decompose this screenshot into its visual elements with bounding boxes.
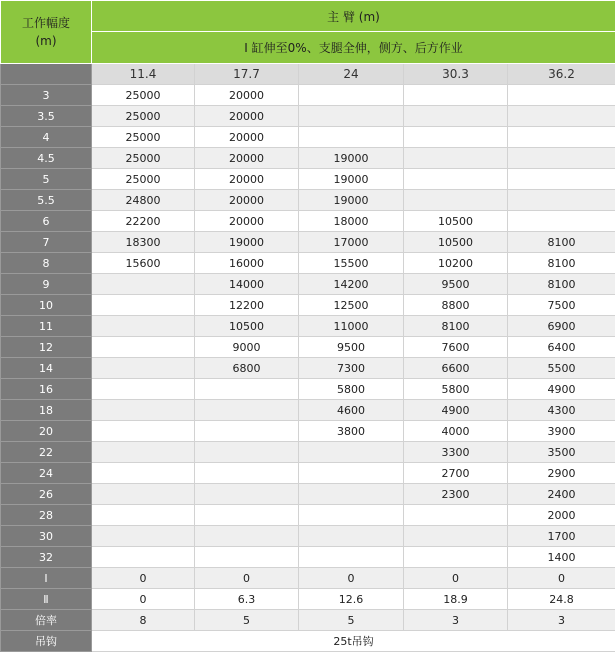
load-cell: 3300: [404, 442, 508, 463]
radius-label: 22: [1, 442, 92, 463]
radius-label: 5.5: [1, 190, 92, 211]
load-cell: [299, 505, 404, 526]
load-cell: 3: [508, 610, 615, 631]
load-cell: [299, 484, 404, 505]
load-cell: [508, 85, 615, 106]
load-cell: 20000: [195, 85, 299, 106]
load-cell: 7300: [299, 358, 404, 379]
load-cell: 20000: [195, 169, 299, 190]
load-cell: 0: [92, 589, 195, 610]
load-cell: 14000: [195, 274, 299, 295]
load-cell: [299, 85, 404, 106]
load-cell: [508, 211, 615, 232]
load-cell: 6.3: [195, 589, 299, 610]
load-cell: 8100: [508, 253, 615, 274]
load-cell: [195, 421, 299, 442]
load-cell: 5800: [404, 379, 508, 400]
table-row: [1, 610, 615, 631]
table-row: [1, 589, 615, 610]
radius-header-label: 工作幅度: [21, 16, 70, 30]
load-cell: 15500: [299, 253, 404, 274]
table-row: [1, 148, 615, 169]
load-cell: 19000: [299, 169, 404, 190]
load-cell: 4000: [404, 421, 508, 442]
load-cell: 2700: [404, 463, 508, 484]
corner-blank: [1, 64, 92, 85]
table-row: [1, 505, 615, 526]
load-cell: 8800: [404, 295, 508, 316]
load-cell: 25000: [92, 169, 195, 190]
load-cell: [404, 505, 508, 526]
boom-length-header: 30.3: [404, 64, 508, 85]
load-cell: 5500: [508, 358, 615, 379]
load-cell: 14200: [299, 274, 404, 295]
hook-value: 25t吊钩: [92, 631, 615, 652]
radius-label: 10: [1, 295, 92, 316]
load-cell: 10500: [195, 316, 299, 337]
radius-label: 3: [1, 85, 92, 106]
load-cell: [92, 379, 195, 400]
load-cell: [508, 148, 615, 169]
load-cell: [92, 274, 195, 295]
load-cell: 8100: [508, 232, 615, 253]
radius-label: 9: [1, 274, 92, 295]
load-cell: 24800: [92, 190, 195, 211]
load-cell: 10500: [404, 211, 508, 232]
load-cell: 19000: [299, 148, 404, 169]
load-cell: [195, 463, 299, 484]
load-cell: 1700: [508, 526, 615, 547]
load-cell: 6800: [195, 358, 299, 379]
load-cell: [92, 295, 195, 316]
load-cell: [404, 547, 508, 568]
load-cell: [299, 127, 404, 148]
load-cell: 5: [195, 610, 299, 631]
table-row: [1, 484, 615, 505]
load-cell: [404, 190, 508, 211]
radius-label: 7: [1, 232, 92, 253]
table-row: [1, 568, 615, 589]
load-cell: [92, 358, 195, 379]
load-cell: 16000: [195, 253, 299, 274]
load-cell: [92, 526, 195, 547]
load-cell: [404, 127, 508, 148]
load-cell: [92, 400, 195, 421]
radius-label: Ⅱ: [1, 589, 92, 610]
load-cell: 12500: [299, 295, 404, 316]
table-row: [1, 379, 615, 400]
table-row: [1, 463, 615, 484]
load-cell: 6900: [508, 316, 615, 337]
load-cell: 8100: [508, 274, 615, 295]
load-cell: [508, 190, 615, 211]
table-row: [1, 274, 615, 295]
load-cell: 10200: [404, 253, 508, 274]
load-cell: 2400: [508, 484, 615, 505]
load-cell: [299, 463, 404, 484]
load-cell: [92, 421, 195, 442]
radius-label: 12: [1, 337, 92, 358]
load-cell: 5: [299, 610, 404, 631]
table-row: [1, 106, 615, 127]
load-cell: 1400: [508, 547, 615, 568]
radius-label: 4: [1, 127, 92, 148]
radius-label: 20: [1, 421, 92, 442]
radius-label: 28: [1, 505, 92, 526]
load-cell: 3800: [299, 421, 404, 442]
load-cell: 0: [299, 568, 404, 589]
radius-label: 倍率: [1, 610, 92, 631]
load-cell: 4300: [508, 400, 615, 421]
radius-label: 8: [1, 253, 92, 274]
table-row: [1, 442, 615, 463]
boom-length-header: 11.4: [92, 64, 195, 85]
boom-length-header: 36.2: [508, 64, 615, 85]
load-cell: 2000: [508, 505, 615, 526]
load-cell: 25000: [92, 127, 195, 148]
load-cell: [404, 169, 508, 190]
table-row: [1, 169, 615, 190]
load-cell: 25000: [92, 85, 195, 106]
table-row: [1, 211, 615, 232]
load-cell: 7500: [508, 295, 615, 316]
load-cell: [404, 148, 508, 169]
load-cell: 18300: [92, 232, 195, 253]
load-cell: 4900: [508, 379, 615, 400]
load-cell: [195, 526, 299, 547]
table-row: [1, 127, 615, 148]
load-cell: [92, 442, 195, 463]
load-cell: 2300: [404, 484, 508, 505]
load-cell: [195, 400, 299, 421]
load-cell: [195, 547, 299, 568]
load-cell: 9000: [195, 337, 299, 358]
load-cell: [195, 379, 299, 400]
load-cell: 25000: [92, 106, 195, 127]
load-cell: 17000: [299, 232, 404, 253]
boom-length-header: 24: [299, 64, 404, 85]
radius-label: 5: [1, 169, 92, 190]
radius-label: 32: [1, 547, 92, 568]
load-cell: 4900: [404, 400, 508, 421]
table-row: [1, 547, 615, 568]
working-condition: Ⅰ 缸伸至0%、支腿全伸，侧方、后方作业: [92, 32, 615, 64]
load-cell: [404, 85, 508, 106]
load-cell: 0: [92, 568, 195, 589]
load-cell: 10500: [404, 232, 508, 253]
radius-header: [1, 1, 92, 64]
load-cell: 3: [404, 610, 508, 631]
radius-label: 3.5: [1, 106, 92, 127]
load-cell: 3900: [508, 421, 615, 442]
table-row: [1, 400, 615, 421]
load-cell: 2900: [508, 463, 615, 484]
load-cell: [404, 526, 508, 547]
load-cell: [195, 505, 299, 526]
load-cell: [404, 106, 508, 127]
load-cell: [508, 169, 615, 190]
radius-label: 24: [1, 463, 92, 484]
load-cell: 20000: [195, 190, 299, 211]
load-cell: 20000: [195, 148, 299, 169]
load-cell: 24.8: [508, 589, 615, 610]
boom-length-header: 17.7: [195, 64, 299, 85]
radius-label: 30: [1, 526, 92, 547]
load-cell: [299, 442, 404, 463]
load-cell: 0: [404, 568, 508, 589]
radius-label: 18: [1, 400, 92, 421]
radius-label: 14: [1, 358, 92, 379]
load-cell: [92, 505, 195, 526]
table-row: [1, 316, 615, 337]
radius-label: 6: [1, 211, 92, 232]
load-cell: [92, 484, 195, 505]
load-cell: [299, 547, 404, 568]
table-row: [1, 190, 615, 211]
load-cell: 7600: [404, 337, 508, 358]
table-row: [1, 421, 615, 442]
boom-title: 主 臂 (m): [92, 1, 615, 32]
load-cell: [92, 547, 195, 568]
table-row: [1, 358, 615, 379]
table-row: [1, 295, 615, 316]
load-cell: 6600: [404, 358, 508, 379]
load-cell: [508, 127, 615, 148]
load-cell: 9500: [404, 274, 508, 295]
table-row: [1, 337, 615, 358]
load-cell: 4600: [299, 400, 404, 421]
load-cell: 8: [92, 610, 195, 631]
radius-label: 16: [1, 379, 92, 400]
table-row: [1, 526, 615, 547]
load-cell: [299, 106, 404, 127]
load-cell: 8100: [404, 316, 508, 337]
load-cell: 5800: [299, 379, 404, 400]
table-row: [1, 232, 615, 253]
load-cell: 18.9: [404, 589, 508, 610]
load-cell: [92, 337, 195, 358]
load-cell: [92, 463, 195, 484]
table-row: [1, 253, 615, 274]
table-row: [1, 85, 615, 106]
load-cell: 20000: [195, 211, 299, 232]
load-cell: 19000: [299, 190, 404, 211]
load-cell: 0: [508, 568, 615, 589]
load-cell: 15600: [92, 253, 195, 274]
load-cell: [92, 316, 195, 337]
radius-header-unit: (m): [35, 34, 57, 48]
load-cell: [195, 484, 299, 505]
load-cell: [299, 526, 404, 547]
load-cell: 12.6: [299, 589, 404, 610]
radius-label: 4.5: [1, 148, 92, 169]
load-cell: 3500: [508, 442, 615, 463]
load-cell: 19000: [195, 232, 299, 253]
radius-label: 26: [1, 484, 92, 505]
load-rows: [1, 85, 615, 631]
load-cell: 12200: [195, 295, 299, 316]
load-cell: 11000: [299, 316, 404, 337]
load-cell: 22200: [92, 211, 195, 232]
load-cell: 9500: [299, 337, 404, 358]
radius-label: 11: [1, 316, 92, 337]
load-cell: 20000: [195, 106, 299, 127]
load-cell: 6400: [508, 337, 615, 358]
hook-label: 吊钩: [1, 631, 92, 652]
load-cell: [508, 106, 615, 127]
load-cell: [195, 442, 299, 463]
load-cell: 25000: [92, 148, 195, 169]
load-cell: 20000: [195, 127, 299, 148]
load-cell: 18000: [299, 211, 404, 232]
radius-label: Ⅰ: [1, 568, 92, 589]
load-cell: 0: [195, 568, 299, 589]
